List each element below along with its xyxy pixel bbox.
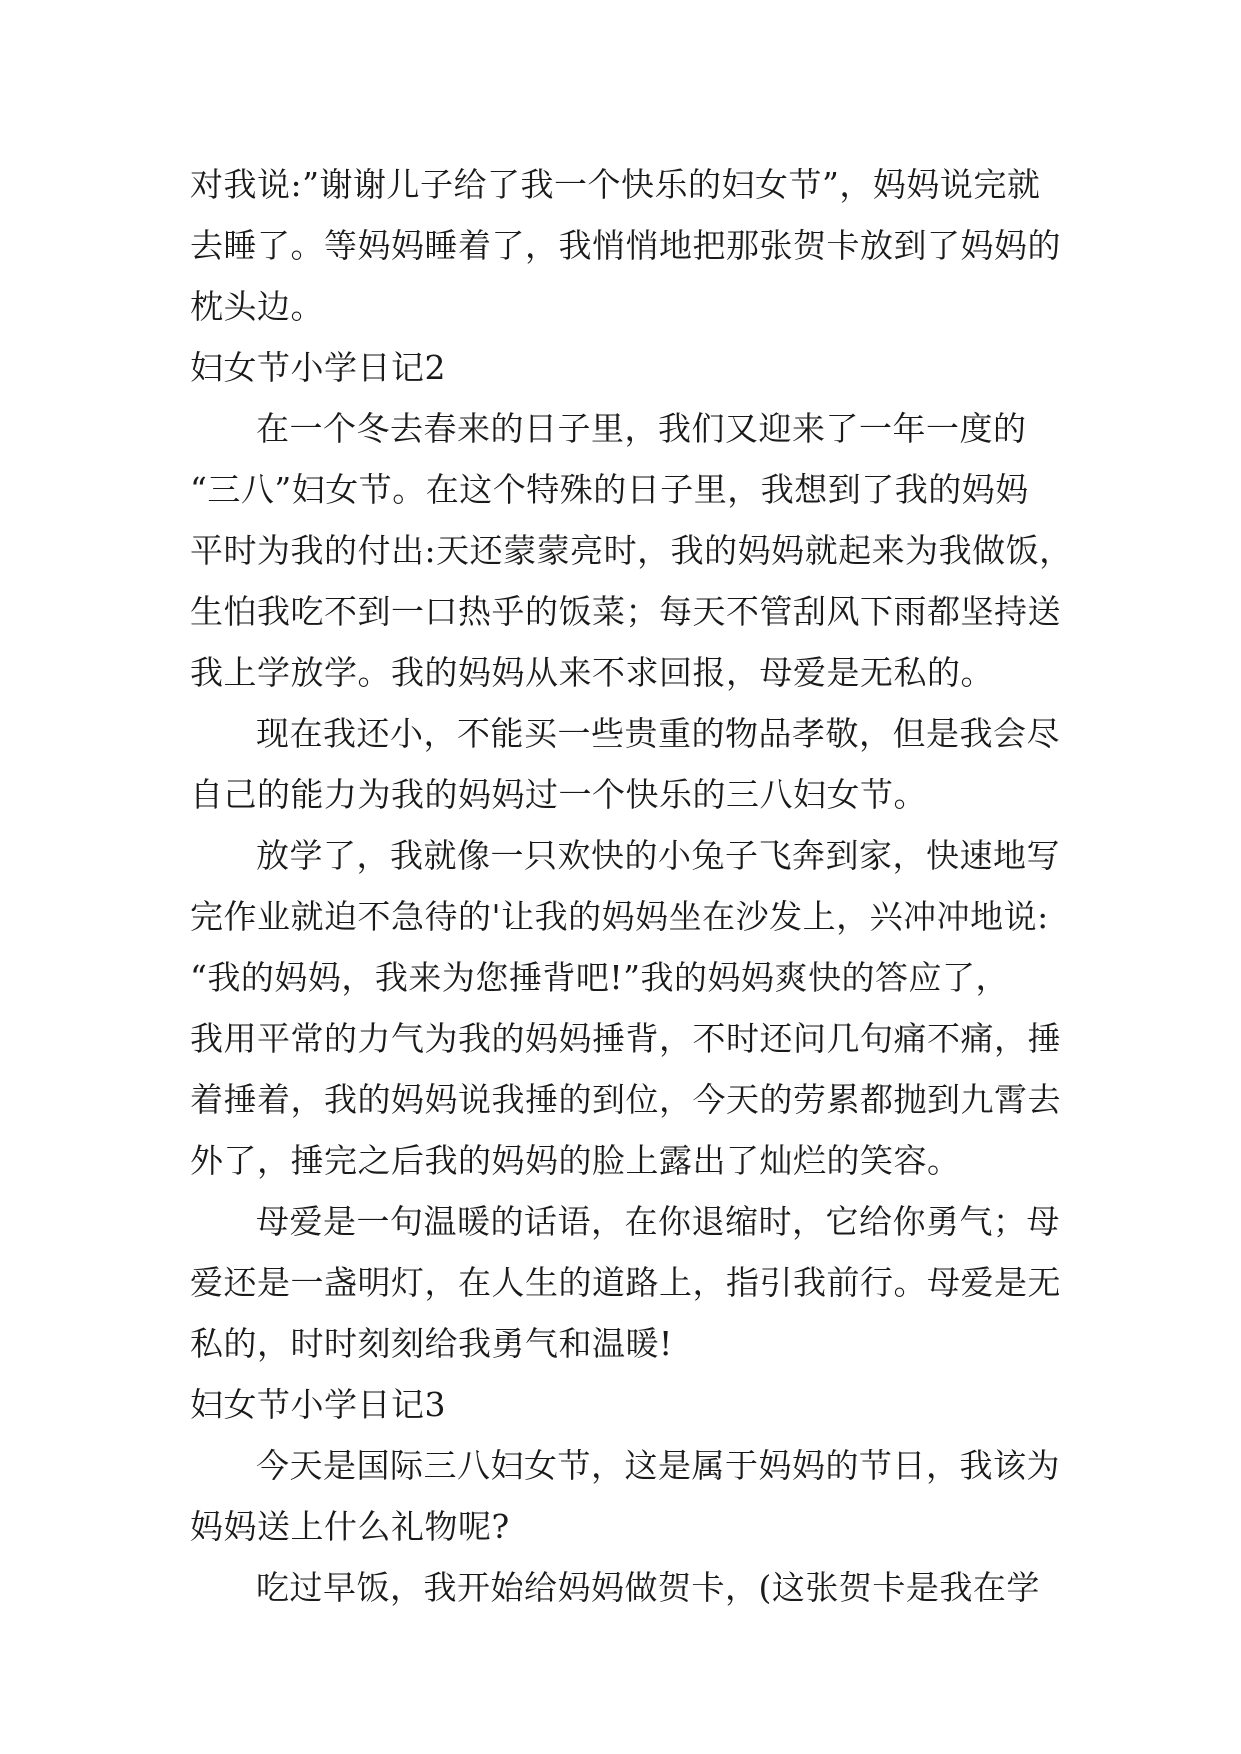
text-line: 外了，捶完之后我的妈妈的脸上露出了灿烂的笑容。	[190, 1141, 961, 1180]
text-line: 完作业就迫不急待的'让我的妈妈坐在沙发上，兴冲冲地说:	[190, 897, 1049, 936]
text-line: “我的妈妈，我来为您捶背吧!”我的妈妈爽快的答应了，	[190, 958, 1010, 997]
text-line: 现在我还小，不能买一些贵重的物品孝敬，但是我会尽	[256, 714, 1060, 753]
text-line: 私的，时时刻刻给我勇气和温暖!	[190, 1324, 673, 1363]
text-line: 我上学放学。我的妈妈从来不求回报，母爱是无私的。	[190, 653, 994, 692]
section-heading: 妇女节小学日记3	[190, 1385, 446, 1424]
text-line: 吃过早饭，我开始给妈妈做贺卡，(这张贺卡是我在学	[256, 1568, 1040, 1607]
text-line: 爱还是一盏明灯，在人生的道路上，指引我前行。母爱是无	[190, 1263, 1061, 1302]
text-line: 枕头边。	[190, 287, 324, 326]
text-line: 对我说:”谢谢儿子给了我一个快乐的妇女节”，妈妈说完就	[190, 165, 1041, 204]
text-line: 平时为我的付出:天还蒙蒙亮时，我的妈妈就起来为我做饭，	[190, 531, 1073, 570]
section-heading: 妇女节小学日记2	[190, 348, 446, 387]
text-line: 生怕我吃不到一口热乎的饭菜；每天不管刮风下雨都坚持送	[190, 592, 1061, 631]
text-line: 着捶着，我的妈妈说我捶的到位，今天的劳累都抛到九霄去	[190, 1080, 1061, 1119]
text-line: 母爱是一句温暖的话语，在你退缩时，它给你勇气；母	[256, 1202, 1060, 1241]
text-line: 今天是国际三八妇女节，这是属于妈妈的节日，我该为	[256, 1446, 1060, 1485]
text-line: 妈妈送上什么礼物呢?	[190, 1507, 510, 1546]
text-line: “三八”妇女节。在这个特殊的日子里，我想到了我的妈妈	[190, 470, 1029, 509]
text-line: 放学了，我就像一只欢快的小兔子飞奔到家，快速地写	[256, 836, 1060, 875]
text-line: 在一个冬去春来的日子里，我们又迎来了一年一度的	[256, 409, 1027, 448]
text-line: 去睡了。等妈妈睡着了，我悄悄地把那张贺卡放到了妈妈的	[190, 226, 1061, 265]
text-line: 自己的能力为我的妈妈过一个快乐的三八妇女节。	[190, 775, 927, 814]
text-line: 我用平常的力气为我的妈妈捶背，不时还问几句痛不痛，捶	[190, 1019, 1061, 1058]
